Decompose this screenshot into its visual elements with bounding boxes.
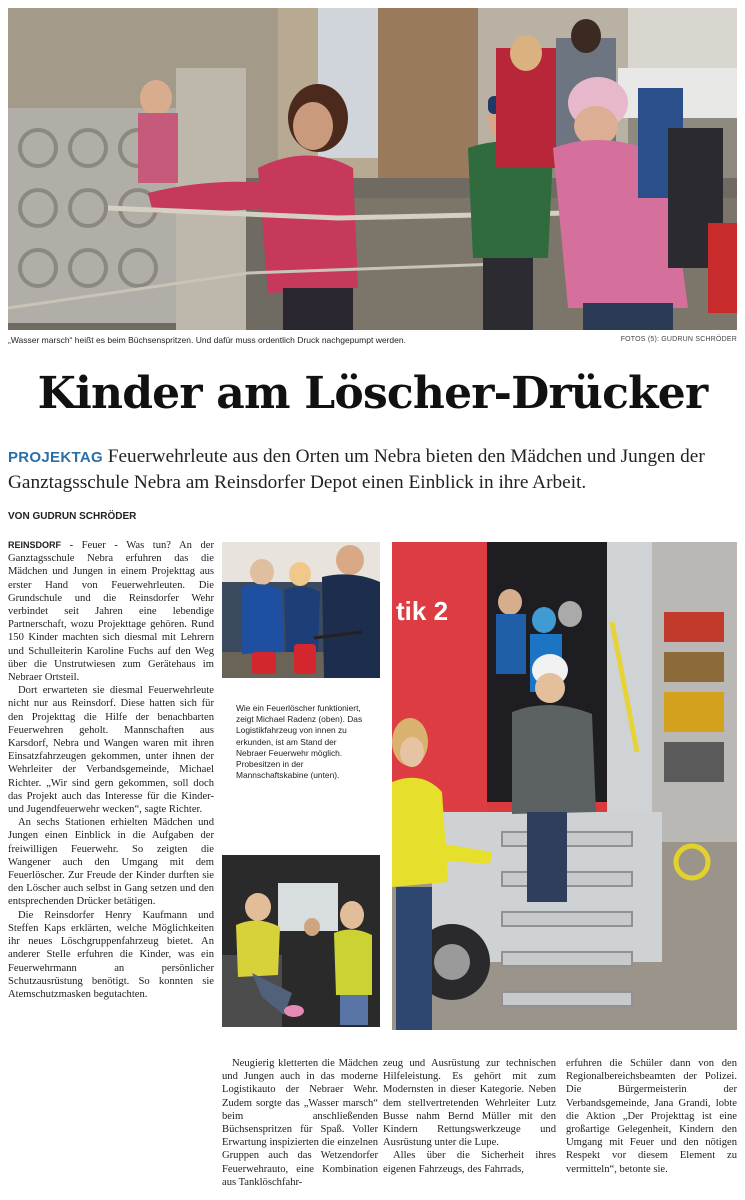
teaser-text: Feuerwehrleute aus den Orten um Nebra bieten den Mädchen und Jungen der Ganztagsschule Nebra am Reinsdorfer Depot einen Einblick in ihre Arbeit. <box>8 446 705 493</box>
article-column-2 <box>222 1057 378 1195</box>
teaser <box>8 444 737 495</box>
hero-caption: „Wasser marsch“ heißt es beim Büchsenspritzen. Und dafür muss ordentlich Druck nachgepumpt werden. <box>8 335 406 345</box>
dateline: REINSDORF <box>8 540 62 550</box>
headline: Kinder am Löscher-Drücker <box>37 368 708 419</box>
article-column-4 <box>566 1057 737 1195</box>
article-column-1 <box>8 539 214 1194</box>
truck-lettering: tik 2 <box>396 596 449 626</box>
photo-crew-cabin <box>222 855 380 1027</box>
article-paragraph: Neugierig kletterten die Mädchen und Jungen auch in das moderne Logistikauto der Nebraer Wehr. Zudem sorgte das „Wasser marsch“ beim anschließenden Büchsenspritzen für Spaß. Voller Erwartung inspizierten die einzelnen Gruppen auch das Wetzendorfer Feuerwehrauto, eine Kombination aus Tanklöschfahr- <box>222 1058 378 1188</box>
article-paragraph: REINSDORF - Feuer - Was tun? An der Ganztagsschule Nebra erfuhren das die Mädchen und Jungen in einem Projekttag aus erster Hand von Feuerwehrleuten. Die Grundschule und die Reinsdorfer Wehr verbindet seit Jahren eine lebendige Partnerschaft, wozu Projekttage gehören. Rund 150 Kinder machten sich diesmal mit Lehrern und Schulleiterin Karoline Fuchs auf den Weg über die Unstrutwiesen zum Gerätehaus im Nebraer Ortsteil. <box>8 540 214 684</box>
article-paragraph: Dort erwarteten sie diesmal Feuerwehrleute nicht nur aus Reinsdorf. Diese hatten sich für den Projekttag die Hilfe der benachbarten Feuerwehren geholt. Mannschaften aus Karsdorf, Nebra und Wangen waren mit ihren Einsatzfahrzeugen gekommen, unter ihnen der Wehrleiter der Verbandsgemeinde, Michael Richter. „Wir sind gern gekommen, soll doch das Projekt auch das Interesse für die Kinder- und Jugendfeuerwehr wecken“, sagte Richter. <box>8 685 214 816</box>
article-column-3 <box>383 1057 556 1195</box>
byline: VON GUDRUN SCHRÖDER <box>8 511 137 522</box>
hero-photo <box>8 8 737 330</box>
photo-credit: FOTOS (5): GUDRUN SCHRÖDER <box>620 336 737 343</box>
teaser-tag: PROJEKTAG <box>8 449 103 466</box>
photo-logistics-truck <box>392 542 737 1030</box>
photo-extinguisher-demo <box>222 542 380 678</box>
article-paragraph: Alles über die Sicherheit ihres eigenen Fahrzeugs, des Fahrrads, <box>383 1150 556 1175</box>
article-paragraph: erfuhren die Schüler dann von den Regionalbereichsbeamten der Polizei. Die Bürgermeisterin der Verbandsgemeinde, Jana Grandi, lobte die Aktion „Der Projekttag ist eine großartige Gelegenheit, Kindern den Umgang mit Feuer und den nötigen Respekt vor diesem Element zu vermitteln“, betonte sie. <box>566 1058 737 1175</box>
article-paragraph: zeug und Ausrüstung zur technischen Hilfeleistung. Es gehört mit zum Modernsten in dieser Kategorie. Neben dem stellvertretenden Wehrleiter Lutz Busse nahm Bernd Müller mit den Kindern Rettungswerkzeuge und Ausrüstung unter die Lupe. <box>383 1058 556 1149</box>
article-paragraph: An sechs Stationen erhielten Mädchen und Jungen einen Einblick in die Aufgaben der freiwilligen Feuerwehr. So zeigten die Wangener auch den Umgang mit dem Feuerlöscher. Zur Freude der Kinder durften sie den Löscher auch selbst in Gang setzen und den entsprechenden Drücker betätigen. <box>8 817 214 908</box>
side-caption: Wie ein Feuerlöscher funktioniert, zeigt Michael Radenz (oben). Das Logistikfahrzeug von innen zu erkunden, ist am Stand der Nebraer Feuerwehr möglich. Probesitzen in der Mannschaftskabine (unten). <box>236 703 363 781</box>
article-paragraph: Die Reinsdorfer Henry Kaufmann und Steffen Kaps erklärten, welche Möglichkeiten ihr neues Löschgruppenfahrzeug bietet. An anderer Stelle erfuhren die Kinder, was ein Feuerwehrmann an persönlicher Schutzausrüstung benötigt. So konnten sie Atemschutzmasken begutachten. <box>8 909 214 1000</box>
